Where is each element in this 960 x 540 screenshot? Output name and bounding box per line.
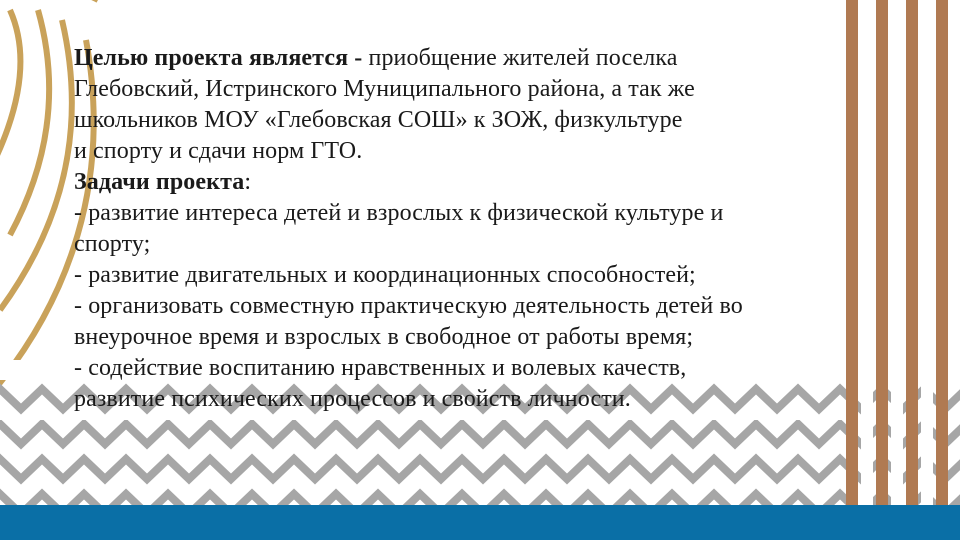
- goal-line-3: школьников МОУ «Глебовская СОШ» к ЗОЖ, физкультуре: [74, 107, 683, 133]
- task-item-1: - развитие интереса детей и взрослых к физической культуре и: [74, 200, 724, 226]
- goal-line-1: Целью проекта является - приобщение жителей поселка: [74, 45, 678, 71]
- task-item-2: - развитие двигательных и координационных способностей;: [74, 262, 696, 288]
- goal-heading: Целью проекта является -: [74, 45, 369, 71]
- goal-line-2: Глебовский, Истринского Муниципального района, а так же: [74, 76, 695, 102]
- task-item-4-cont: развитие психических процессов и свойств личности.: [74, 386, 631, 412]
- slide-text: [74, 43, 914, 415]
- task-item-3-cont: внеурочное время и взрослых в свободное от работы время;: [74, 324, 694, 350]
- goal-line-4: и спорту и сдачи норм ГТО.: [74, 138, 363, 164]
- task-item-3: - организовать совместную практическую деятельность детей во: [74, 293, 743, 319]
- task-item-4: - содействие воспитанию нравственных и волевых качеств,: [74, 355, 687, 381]
- tasks-heading: Задачи проекта:: [74, 169, 252, 195]
- task-item-1-cont: спорту;: [74, 231, 151, 257]
- footer-bar: [0, 505, 960, 540]
